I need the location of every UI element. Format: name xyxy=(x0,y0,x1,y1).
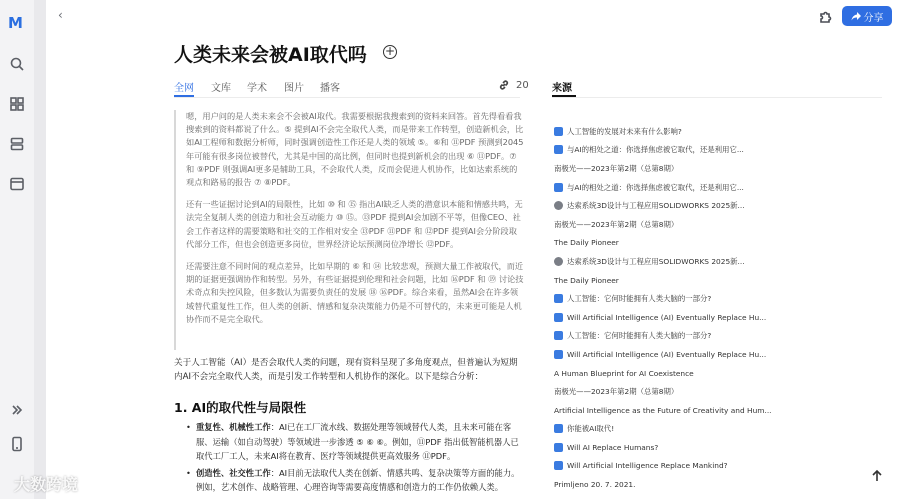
source-favicon-icon xyxy=(554,424,563,433)
window-icon[interactable] xyxy=(9,176,25,192)
bullet-title: 创造性、社交性工作 xyxy=(196,467,271,478)
source-favicon-icon xyxy=(554,145,563,154)
source-favicon-icon xyxy=(554,313,563,322)
source-title: Will Artificial Intelligence Replace Mankind? xyxy=(567,461,728,471)
links-count[interactable] xyxy=(498,79,529,91)
source-item[interactable] xyxy=(554,252,884,271)
share-icon xyxy=(851,11,861,21)
tab-library[interactable]: 文库 xyxy=(211,83,231,94)
source-item[interactable] xyxy=(554,382,884,401)
tab-images[interactable]: 图片 xyxy=(284,83,304,94)
list-item xyxy=(186,466,526,495)
source-title: 达索系统3D设计与工程应用SOLIDWORKS 2025新... xyxy=(567,256,745,266)
layers-icon[interactable] xyxy=(9,136,25,152)
left-sidebar xyxy=(0,0,34,499)
watermark: 大数跨境 xyxy=(14,475,79,494)
page-title: 人类未来会被AI取代吗 xyxy=(174,44,367,66)
source-item[interactable] xyxy=(554,438,884,457)
tab-podcast[interactable]: 播客 xyxy=(320,83,340,94)
source-item[interactable] xyxy=(554,159,884,178)
reasoning-paragraph: 还需要注意不同时间的观点差异，比如早期的 ⑥ 和 ⑭ 比较悲观，预测大量工作被取代，而近期的证据更强调协作和转型。另外，有些证据提到伦理和社会问题，比如 ⑯PDF 和 ⑲ 讨论技术奇点和失控风险，但多数认为需要负责任的发展 ⑱ ⑯PDF。综合来看，虽然AI会在许多领域替代重复性工作，但人类的创新、情感和复杂决策能力仍是不可替代的，未来更可能是人机协作而不是完全取代。 xyxy=(186,261,524,324)
main-panel xyxy=(46,0,900,499)
link-icon xyxy=(498,79,510,91)
sources-list xyxy=(554,122,884,494)
mobile-icon[interactable] xyxy=(9,436,25,452)
source-title: The Daily Pioneer xyxy=(554,275,619,285)
section-heading: 1. AI的取代性与局限性 xyxy=(174,400,307,415)
source-title: 南极光——2023年第2期（总第8期） xyxy=(554,219,679,229)
source-title: Will Artificial Intelligence (AI) Eventually Replace Hu... xyxy=(567,312,767,322)
source-item[interactable] xyxy=(554,271,884,290)
source-title: 人工智能的发展对未来有什么影响? xyxy=(567,126,682,136)
source-title: 达索系统3D设计与工程应用SOLIDWORKS 2025新... xyxy=(567,201,745,211)
sources-divider xyxy=(552,97,882,98)
source-favicon-icon xyxy=(554,350,563,359)
bullet-list xyxy=(186,420,526,497)
extension-icon[interactable] xyxy=(818,9,832,23)
source-title: 与AI的相处之道：你选择焦虑被它取代，还是利用它... xyxy=(567,182,744,192)
source-item[interactable] xyxy=(554,457,884,476)
source-title: A Human Blueprint for AI Coexistence xyxy=(554,368,694,378)
source-favicon-icon xyxy=(554,257,563,266)
source-item[interactable] xyxy=(554,364,884,383)
source-item[interactable] xyxy=(554,327,884,346)
source-favicon-icon xyxy=(554,443,563,452)
source-item[interactable] xyxy=(554,420,884,439)
bullet-text: ：AI目前无法取代人类在创新、情感共鸣、复杂决策等方面的能力。例如，艺术创作、战略管理、心理咨询等需要高度情感和创造力的工作仍依赖人类。 xyxy=(196,467,520,492)
source-title: 南极光——2023年第2期（总第8期） xyxy=(554,387,679,397)
source-item[interactable] xyxy=(554,122,884,141)
source-item[interactable] xyxy=(554,178,884,197)
source-favicon-icon xyxy=(554,461,563,470)
source-item[interactable] xyxy=(554,345,884,364)
source-title: 人工智能：它何时能拥有人类大脑的一部分? xyxy=(567,294,712,304)
source-item[interactable] xyxy=(554,234,884,253)
list-item xyxy=(186,420,526,464)
links-count-value: 20 xyxy=(516,79,529,91)
tab-academic[interactable]: 学术 xyxy=(247,83,267,94)
scroll-to-top-icon[interactable] xyxy=(870,468,884,482)
source-item[interactable] xyxy=(554,215,884,234)
source-item[interactable] xyxy=(554,289,884,308)
source-favicon-icon xyxy=(554,294,563,303)
tabs-divider xyxy=(174,97,520,98)
source-item[interactable] xyxy=(554,475,884,494)
source-item[interactable] xyxy=(554,141,884,160)
reasoning-block xyxy=(174,110,524,350)
source-title: Will AI Replace Humans? xyxy=(567,442,659,452)
source-favicon-icon xyxy=(554,331,563,340)
app-logo[interactable]: M xyxy=(8,14,23,32)
source-title: 与AI的相处之道：你选择焦虑被它取代，还是利用它... xyxy=(567,145,744,155)
sources-tab[interactable]: 来源 xyxy=(552,83,572,94)
source-title: Primljeno 20. 7. 2021. xyxy=(554,480,636,490)
back-button[interactable]: ‹ xyxy=(58,8,63,22)
source-title: 南极光——2023年第2期（总第8期） xyxy=(554,163,679,173)
source-item[interactable] xyxy=(554,196,884,215)
source-item[interactable] xyxy=(554,308,884,327)
add-icon[interactable]: + xyxy=(384,44,396,58)
share-button[interactable] xyxy=(842,6,892,26)
source-title: 你能被AI取代! xyxy=(567,424,615,434)
share-label: 分享 xyxy=(863,12,884,24)
source-favicon-icon xyxy=(554,201,563,210)
source-favicon-icon xyxy=(554,183,563,192)
bullet-text: ：AI已在工厂流水线、数据处理等领域替代人类，且未来可能在客服、运输（如自动驾驶）等领域进一步渗透 ⑤ ⑥ ⑥。例如，⑪PDF 指出低智能机器人已取代工厂工人，未来AI将在教育、医疗等领域提供更高效服务 ⑪PDF。 xyxy=(196,422,519,461)
source-title: Artificial Intelligence as the Future of Creativity and Hum... xyxy=(554,405,772,415)
source-title: 人工智能：它何时能拥有人类大脑的一部分? xyxy=(567,331,712,341)
source-item[interactable] xyxy=(554,401,884,420)
search-icon[interactable] xyxy=(9,56,25,72)
tab-web[interactable]: 全网 xyxy=(174,83,194,94)
source-title: Will Artificial Intelligence (AI) Eventually Replace Hu... xyxy=(567,349,767,359)
source-title: The Daily Pioneer xyxy=(554,238,619,248)
bullet-title: 重复性、机械性工作 xyxy=(196,422,271,432)
expand-icon[interactable] xyxy=(9,402,25,418)
source-favicon-icon xyxy=(554,127,563,136)
reasoning-paragraph: 嗯，用户问的是人类未来会不会被AI取代。我需要根据我搜索到的资料来回答。首先得看看我搜索到的资料都说了什么。⑤ 提到AI不会完全取代人类，而是带来工作转型，创造新机会，比如AI工程师和数据分析师，同时强调创造性工作还是人类的领域 ⑤。⑥和 ⑪PDF 预测到2045年可能有很多岗位被替代，尤其是中国的高比例，但同时也提到新机会的出现 ⑥ ⑪PDF。⑦和 ⑨PDF 则强调AI更多是辅助工具，不会取代人类，反而会促进人机协作，比如达索系统的观点和路易的报告 ⑦ ⑧PDF。 xyxy=(186,111,524,188)
grid-icon[interactable] xyxy=(9,96,25,112)
reasoning-paragraph: 还有一些证据讨论到AI的局限性，比如 ⑩ 和 ⑮ 指出AI缺乏人类的潜意识本能和情感共鸣，无法完全复制人类的创造力和社会互动能力 ⑩ ⑮。⑬PDF 提到AI会加剧不平等，但像CEO、社会工作者这样的需要策略和社交的工作相对安全 ⑬PDF ⑪PDF 和 ⑫PDF 提到AI会分阶段取代部分工作，但也会创造更多岗位，世界经济论坛预测岗位净增长 ⑫PDF。 xyxy=(186,199,523,249)
answer-intro: 关于人工智能（AI）是否会取代人类的问题，现有资料呈现了多角度观点，但普遍认为短期内AI不会完全取代人类，而是引发工作转型和人机协作的深化。以下是综合分析： xyxy=(174,358,518,382)
